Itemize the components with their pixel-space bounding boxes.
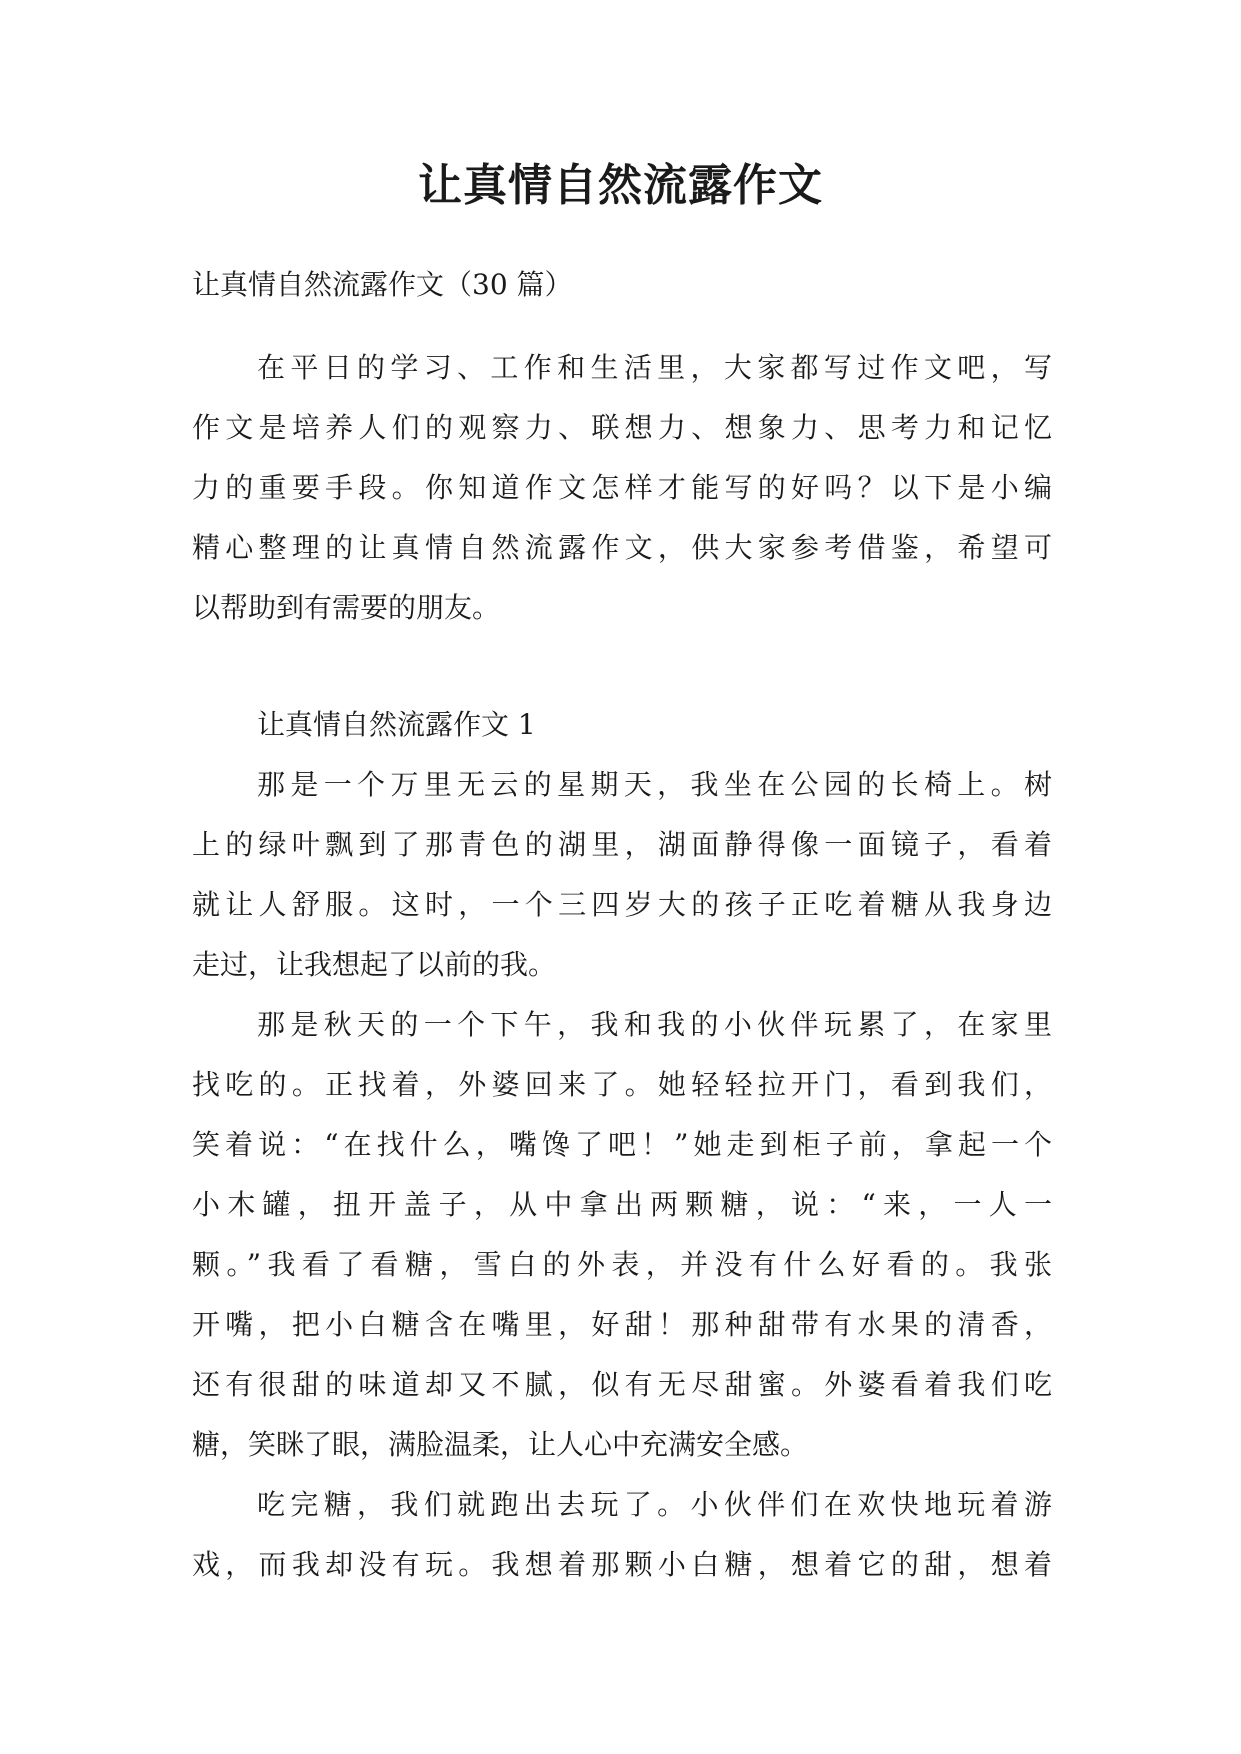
- paragraph-line: 那是一个万里无云的星期天，我坐在公园的长椅上。树: [257, 768, 1052, 801]
- intro-line: 精心整理的让真情自然流露作文，供大家参考借鉴，希望可: [192, 531, 1052, 564]
- paragraph-line: 糖，笑眯了眼，满脸温柔，让人心中充满安全感。: [192, 1428, 809, 1461]
- paragraph-line: 开嘴，把小白糖含在嘴里，好甜！那种甜带有水果的清香，: [192, 1308, 1052, 1341]
- paragraph-line: 走过，让我想起了以前的我。: [192, 948, 557, 981]
- paragraph-line: 那是秋天的一个下午，我和我的小伙伴玩累了，在家里: [257, 1008, 1052, 1041]
- paragraph-line: 笑着说：“在找什么，嘴馋了吧！”她走到柜子前，拿起一个: [192, 1128, 1052, 1161]
- document-title: 让真情自然流露作文: [418, 160, 823, 211]
- paragraph-line: 就让人舒服。这时，一个三四岁大的孩子正吃着糖从我身边: [192, 888, 1052, 921]
- paragraph-line: 上的绿叶飘到了那青色的湖里，湖面静得像一面镜子，看着: [192, 828, 1052, 861]
- intro-line: 力的重要手段。你知道作文怎样才能写的好吗？以下是小编: [192, 471, 1052, 504]
- paragraph-line: 颗。”我看了看糖，雪白的外表，并没有什么好看的。我张: [192, 1248, 1052, 1281]
- paragraph-line: 戏，而我却没有玩。我想着那颗小白糖，想着它的甜，想着: [192, 1548, 1052, 1581]
- paragraph-line: 吃完糖，我们就跑出去玩了。小伙伴们在欢快地玩着游: [257, 1488, 1052, 1521]
- intro-line: 在平日的学习、工作和生活里，大家都写过作文吧，写: [257, 351, 1052, 384]
- document-subtitle: 让真情自然流露作文（30 篇）: [192, 268, 573, 301]
- intro-line: 作文是培养人们的观察力、联想力、想象力、思考力和记忆: [192, 411, 1052, 444]
- intro-line: 以帮助到有需要的朋友。: [192, 591, 501, 624]
- paragraph-line: 还有很甜的味道却又不腻，似有无尽甜蜜。外婆看着我们吃: [192, 1368, 1052, 1401]
- paragraph-line: 小木罐，扭开盖子，从中拿出两颗糖，说：“来，一人一: [192, 1188, 1052, 1221]
- paragraph-line: 找吃的。正找着，外婆回来了。她轻轻拉开门，看到我们，: [192, 1068, 1052, 1101]
- section-heading: 让真情自然流露作文 1: [257, 708, 536, 741]
